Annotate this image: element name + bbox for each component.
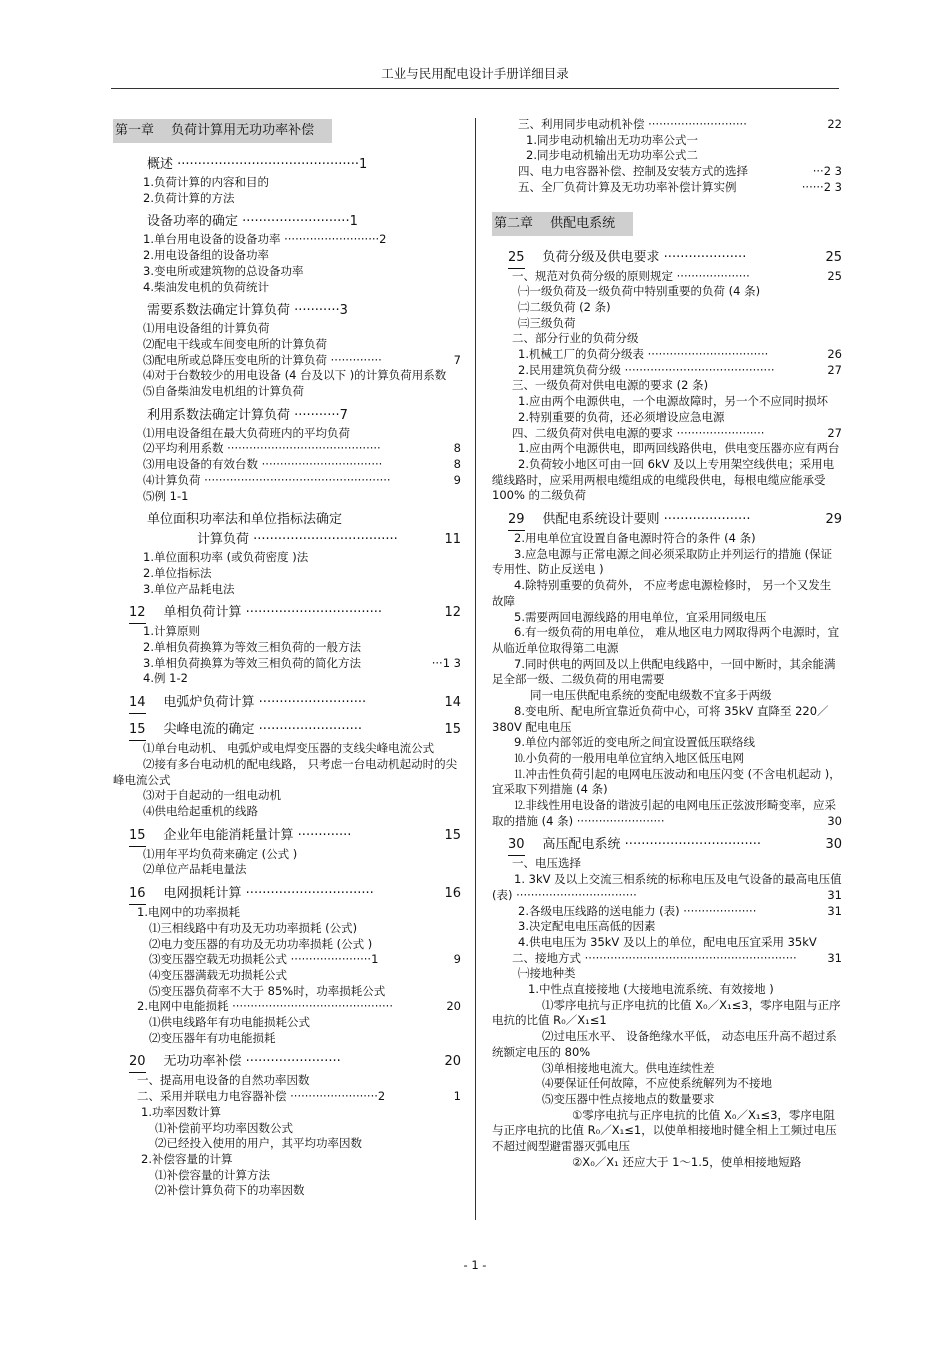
toc-item[interactable] bbox=[113, 1089, 461, 1105]
item-text: ⑴零序电抗与正序电抗的比值 X₀／X₁≤3，零序电阻与正序电抗的比值 R₀／X₁≤1 bbox=[492, 997, 841, 1028]
item-text: ⑴补偿容量的计算方法 bbox=[155, 1167, 270, 1182]
item-text: 1.单台用电设备的设备功率 ··························2 bbox=[143, 232, 387, 247]
item-text: 2.民用建筑负荷分级 ········································· bbox=[518, 362, 775, 377]
toc-item[interactable] bbox=[492, 1155, 842, 1171]
item-text: 1.同步电动机输出无功功率公式一 bbox=[526, 132, 698, 147]
item-text: 2.特别重要的负荷，还必须增设应急电源 bbox=[518, 409, 725, 424]
item-text: 2.补偿容量的计算 bbox=[141, 1151, 233, 1166]
item-text: ②X₀／X₁ 还应大于 1～1.5，使单相接地短路 bbox=[572, 1154, 802, 1169]
page-ref: 20 bbox=[446, 999, 461, 1014]
toc-item[interactable] bbox=[492, 164, 842, 180]
toc-item[interactable] bbox=[492, 531, 842, 547]
toc-item[interactable] bbox=[113, 862, 461, 878]
page-ref: 14 bbox=[444, 695, 461, 711]
toc-item[interactable] bbox=[113, 473, 461, 489]
item-text: ⒑小负荷的一般用电单位宜纳入地区低压电网 bbox=[514, 750, 744, 765]
toc-item[interactable] bbox=[113, 1168, 461, 1184]
toc-item[interactable] bbox=[492, 856, 842, 872]
item-text: 1.机械工厂的负荷分级表 ································· bbox=[518, 347, 769, 362]
item-text: 9.单位内部邻近的变电所之间宜设置低压联络线 bbox=[514, 735, 755, 750]
toc-item[interactable] bbox=[492, 426, 842, 442]
section-title: 企业年电能消耗量计算 ············· bbox=[163, 827, 352, 843]
item-text: 计算负荷 ··································· bbox=[197, 532, 398, 548]
toc-item[interactable] bbox=[113, 847, 461, 863]
page-ref: 31 bbox=[827, 903, 842, 918]
page-ref: 29 bbox=[825, 512, 842, 528]
item-text: ⑸例 1-1 bbox=[143, 488, 189, 503]
item-text: 4.柴油发电机的负荷统计 bbox=[143, 279, 269, 294]
toc-item[interactable] bbox=[113, 984, 461, 1000]
toc-item[interactable] bbox=[113, 1073, 461, 1089]
item-text: 同一电压供配电系统的变配电级数不宜多于两级 bbox=[530, 688, 772, 703]
toc-item[interactable] bbox=[113, 248, 461, 264]
item-text: ⑴用年平均负荷来确定 (公式 ) bbox=[143, 846, 298, 861]
toc-item[interactable] bbox=[492, 1092, 842, 1108]
toc-item[interactable] bbox=[492, 363, 842, 379]
section-number: 15 bbox=[129, 720, 146, 741]
toc-item[interactable] bbox=[492, 300, 842, 316]
item-text: 四、电力电容器补偿、控制及安装方式的选择 bbox=[518, 164, 748, 179]
toc-item[interactable] bbox=[113, 999, 461, 1015]
section-title: 电网损耗计算 ······························· bbox=[163, 886, 374, 902]
page-ref: 31 bbox=[827, 887, 842, 902]
toc-item[interactable] bbox=[113, 321, 461, 337]
toc-item[interactable] bbox=[492, 982, 842, 998]
toc-item[interactable] bbox=[492, 951, 842, 967]
toc-section[interactable] bbox=[113, 693, 461, 714]
toc-item[interactable] bbox=[113, 232, 461, 248]
item-text: ㈢三级负荷 bbox=[518, 315, 576, 330]
toc-item[interactable] bbox=[492, 457, 842, 504]
section-title: 电弧炉负荷计算 ·························· bbox=[163, 695, 367, 711]
toc-section[interactable] bbox=[113, 301, 461, 321]
toc-item[interactable] bbox=[492, 751, 842, 767]
toc-item[interactable] bbox=[113, 937, 461, 953]
item-text: 4.除特别重要的负荷外， 不应考虑电源检修时， 另一个又发生故障 bbox=[492, 578, 832, 608]
toc-item[interactable] bbox=[113, 489, 461, 505]
toc-item[interactable] bbox=[113, 264, 461, 280]
toc-item[interactable] bbox=[113, 1183, 461, 1199]
section-title: 单相负荷计算 ································· bbox=[163, 605, 383, 621]
toc-section[interactable] bbox=[492, 510, 842, 531]
item-text: 2.用电单位宜设置自备电源时符合的条件 (4 条) bbox=[514, 531, 756, 546]
item-text: ⑵单位产品耗电量法 bbox=[143, 862, 247, 877]
toc-item[interactable] bbox=[113, 175, 461, 191]
page-ref: ···2 3 bbox=[812, 164, 842, 179]
toc-item[interactable] bbox=[492, 284, 842, 300]
page-ref: 7 bbox=[453, 352, 461, 367]
toc-item[interactable] bbox=[113, 1105, 461, 1121]
left-column bbox=[113, 117, 461, 1199]
toc-item[interactable] bbox=[113, 1121, 461, 1137]
toc-section[interactable] bbox=[113, 720, 461, 741]
item-text: 4.供电电压为 35kV 及以上的单位，配电电压宜采用 35kV bbox=[518, 934, 817, 949]
page-ref: 15 bbox=[444, 722, 461, 738]
toc-item[interactable] bbox=[492, 547, 842, 578]
toc-item[interactable] bbox=[492, 935, 842, 951]
item-text: 3.单相负荷换算为等效三相负荷的简化方法 bbox=[143, 655, 361, 670]
item-text: ⑵接有多台电动机的配电线路， 只考虑一台电动机起动时的尖峰电流公式 bbox=[113, 756, 458, 787]
toc-item[interactable] bbox=[492, 767, 842, 798]
toc-item[interactable] bbox=[492, 625, 842, 656]
page-number: - 1 - bbox=[463, 1258, 487, 1272]
item-text: 一、提高用电设备的自然功率因数 bbox=[137, 1073, 310, 1088]
item-text: 1.计算原则 bbox=[143, 624, 200, 639]
item-text: ⑸变压器负荷率不大于 85%时，功率损耗公式 bbox=[149, 983, 386, 998]
item-text: 1.单位面积功率 (或负荷密度 )法 bbox=[143, 550, 309, 565]
section-number: 15 bbox=[129, 826, 146, 847]
item-text: 1.负荷计算的内容和目的 bbox=[143, 175, 269, 189]
toc-item[interactable] bbox=[492, 1076, 842, 1092]
page-ref: 25 bbox=[825, 249, 842, 265]
toc-item[interactable] bbox=[113, 804, 461, 820]
item-text: ㈡二级负荷 (2 条) bbox=[518, 299, 611, 314]
item-text: 3.变电所或建筑物的总设备功率 bbox=[143, 263, 304, 278]
page-ref: 30 bbox=[825, 837, 842, 853]
toc-item[interactable] bbox=[492, 704, 842, 735]
item-text: ⑴用电设备组的计算负荷 bbox=[143, 321, 270, 336]
toc-item[interactable] bbox=[492, 610, 842, 626]
toc-item[interactable] bbox=[113, 582, 461, 598]
toc-item[interactable] bbox=[492, 133, 842, 149]
item-text: 2.电网中电能损耗 ············································ bbox=[137, 999, 393, 1014]
item-text: ⑴补偿前平均功率因数公式 bbox=[155, 1120, 293, 1135]
toc-item[interactable] bbox=[492, 117, 842, 133]
toc-item[interactable] bbox=[113, 426, 461, 442]
item-text: ⑵已经投入使用的用户，其平均功率因数 bbox=[155, 1136, 362, 1151]
page-ref: 11 bbox=[444, 532, 461, 548]
page-ref: 20 bbox=[444, 1054, 461, 1070]
toc-section[interactable] bbox=[113, 603, 461, 624]
toc-item[interactable] bbox=[113, 921, 461, 937]
toc-section[interactable] bbox=[492, 835, 842, 856]
item-text: 三、一级负荷对供电电源的要求 (2 条) bbox=[512, 378, 709, 393]
chapter-row bbox=[113, 117, 461, 149]
page-ref: 25 bbox=[827, 268, 842, 283]
page-ref: 22 bbox=[827, 117, 842, 131]
toc-item[interactable] bbox=[113, 441, 461, 457]
toc-section[interactable] bbox=[113, 1052, 461, 1073]
toc-item[interactable] bbox=[492, 798, 842, 829]
toc-item[interactable] bbox=[492, 347, 842, 363]
item-text: ㈠一级负荷及一级负荷中特别重要的负荷 (4 条) bbox=[518, 284, 761, 299]
toc-item[interactable] bbox=[113, 788, 461, 804]
item-text: ⑴供电线路年有功电能损耗公式 bbox=[149, 1015, 310, 1030]
chapter-row bbox=[492, 210, 842, 242]
item-text: 2.单位指标法 bbox=[143, 565, 212, 580]
section-title: 尖峰电流的确定 ························· bbox=[163, 722, 362, 738]
toc-section[interactable] bbox=[113, 884, 461, 905]
page-ref: 16 bbox=[444, 886, 461, 902]
toc-item[interactable] bbox=[492, 735, 842, 751]
item-text: ⑸变压器中性点接地点的数量要求 bbox=[542, 1091, 715, 1106]
toc-item[interactable] bbox=[492, 410, 842, 426]
toc-section[interactable] bbox=[113, 155, 461, 175]
item-text: ⑴用电设备组在最大负荷班内的平均负荷 bbox=[143, 425, 350, 440]
toc-item[interactable] bbox=[113, 353, 461, 369]
item-text: 一、规范对负荷分级的原则规定 ···················· bbox=[512, 268, 750, 283]
item-text: ⑵平均利用系数 ·········································· bbox=[143, 441, 381, 456]
toc-item[interactable] bbox=[492, 919, 842, 935]
item-text: 6.有一级负荷的用电单位， 难从地区电力网取得两个电源时，宜从临近单位取得第二电源 bbox=[492, 625, 840, 655]
toc-item[interactable] bbox=[113, 968, 461, 984]
page-ref: 9 bbox=[453, 952, 461, 967]
section-title: 供配电系统设计要则 ····················· bbox=[542, 512, 751, 528]
section-number: 14 bbox=[129, 693, 146, 714]
section-title: 利用系数法确定计算负荷 ···········7 bbox=[147, 407, 348, 423]
item-text: 一、电压选择 bbox=[512, 856, 581, 871]
toc-section[interactable] bbox=[113, 826, 461, 847]
page-ref: 15 bbox=[444, 827, 461, 843]
toc-item[interactable] bbox=[492, 872, 842, 903]
toc-item[interactable] bbox=[492, 998, 842, 1029]
right-column bbox=[492, 117, 842, 1170]
item-text: 2.同步电动机输出无功功率公式二 bbox=[526, 148, 698, 163]
toc-item[interactable] bbox=[113, 457, 461, 473]
page-title: 工业与民用配电设计手册详细目录 bbox=[381, 66, 569, 81]
toc-section[interactable] bbox=[492, 248, 842, 269]
toc-item[interactable] bbox=[492, 378, 842, 394]
toc-item[interactable] bbox=[492, 966, 842, 982]
section-number: 20 bbox=[129, 1052, 146, 1073]
item-text: 1.应由两个电源供电，一个电源故障时，另一个不应同时损坏 bbox=[518, 394, 828, 409]
toc-item[interactable] bbox=[113, 191, 461, 207]
toc-item[interactable] bbox=[492, 148, 842, 164]
item-text: 五、全厂负荷计算及无功功率补偿计算实例 bbox=[518, 179, 737, 194]
section-title: 设备功率的确定 ··························1 bbox=[147, 214, 358, 230]
item-text: 4.例 1-2 bbox=[143, 671, 188, 686]
item-text: 2.各级电压线路的送电能力 (表) ···················· bbox=[518, 903, 757, 918]
item-text: ⑶用电设备的有效台数 ································· bbox=[143, 457, 383, 472]
page-ref: 9 bbox=[453, 472, 461, 487]
section-subtitle[interactable] bbox=[113, 530, 461, 550]
toc-item[interactable] bbox=[492, 578, 842, 609]
page-ref: 1 bbox=[453, 1089, 461, 1104]
header-rule bbox=[111, 88, 839, 89]
section-title: 单位面积功率法和单位指标法确定 bbox=[147, 512, 343, 528]
item-text: 3.决定配电电压高低的因素 bbox=[518, 919, 656, 934]
item-text: ⑵变压器年有功电能损耗 bbox=[149, 1030, 276, 1045]
section-title: 概述 ············································1 bbox=[147, 157, 368, 172]
toc-item[interactable] bbox=[492, 394, 842, 410]
toc-item[interactable] bbox=[492, 1061, 842, 1077]
item-text: ⑷计算负荷 ··················································· bbox=[143, 472, 391, 487]
item-text: 1.应由两个电源供电，即两回线路供电，供电变压器亦应有两台 bbox=[518, 441, 840, 456]
section-number: 29 bbox=[508, 510, 525, 531]
toc-item[interactable] bbox=[113, 337, 461, 353]
chapter-heading[interactable]: 第二章 供配电系统 bbox=[492, 212, 633, 236]
page-ref: 27 bbox=[827, 362, 842, 377]
item-text: ⑴单台电动机、 电弧炉或电焊变压器的支线尖峰电流公式 bbox=[143, 741, 435, 756]
section-title: 需要系数法确定计算负荷 ···········3 bbox=[147, 303, 348, 319]
toc-item[interactable] bbox=[113, 1152, 461, 1168]
item-text: 1.中性点直接接地 (大接地电流系统、有效接地 ) bbox=[528, 982, 774, 997]
toc-section[interactable] bbox=[113, 510, 461, 530]
item-text: 2.用电设备组的设备功率 bbox=[143, 248, 269, 263]
toc-section[interactable] bbox=[113, 406, 461, 426]
toc-item[interactable] bbox=[492, 316, 842, 332]
page-ref: 30 bbox=[827, 813, 842, 828]
item-text: 2.负荷计算的方法 bbox=[143, 190, 235, 205]
item-text: 四、二级负荷对供电电源的要求 ························ bbox=[512, 425, 765, 440]
item-text: 8.变电所、配电所宜靠近负荷中心，可将 35kV 直降至 220／380V 配电电压 bbox=[492, 703, 829, 734]
item-text: ⑷供电给起重机的线路 bbox=[143, 803, 258, 818]
item-text: ①零序电抗与正序电抗的比值 X₀／X₁≤3，零序电阻与正序电抗的比值 R₀／X₁≤1，以使单相接地时健全相上工频过电压不超过阀型避雷器灭弧电压 bbox=[492, 1107, 837, 1154]
item-text: 1.电网中的功率损耗 bbox=[137, 905, 240, 920]
toc-item[interactable] bbox=[492, 331, 842, 347]
item-text: 三、利用同步电动机补偿 ··························· bbox=[518, 117, 747, 131]
toc-item[interactable] bbox=[113, 757, 461, 788]
item-text: ⑷变压器满载无功损耗公式 bbox=[149, 967, 287, 982]
page-ref: 31 bbox=[827, 950, 842, 965]
page-ref: 26 bbox=[827, 347, 842, 362]
section-number: 16 bbox=[129, 884, 146, 905]
item-text: 1.功率因数计算 bbox=[141, 1104, 221, 1119]
toc-item[interactable] bbox=[113, 1136, 461, 1152]
item-text: 3.应急电源与正常电源之间必须采取防止并列运行的措施 (保证专用性、防止反送电 ) bbox=[492, 546, 833, 577]
toc-item[interactable] bbox=[113, 952, 461, 968]
section-title: 高压配电系统 ································· bbox=[542, 837, 762, 853]
toc-item[interactable] bbox=[113, 550, 461, 566]
section-title: 无功功率补偿 ······················· bbox=[163, 1054, 341, 1070]
item-text: ⑶单相接地电流大。供电连续性差 bbox=[542, 1060, 715, 1075]
section-number: 25 bbox=[508, 248, 525, 269]
toc-item[interactable] bbox=[113, 1015, 461, 1031]
toc-item[interactable] bbox=[113, 1031, 461, 1047]
toc-item[interactable] bbox=[113, 280, 461, 296]
toc-item[interactable] bbox=[113, 368, 461, 384]
section-title: 负荷分级及供电要求 ···················· bbox=[542, 249, 747, 265]
item-text: 二、部分行业的负荷分级 bbox=[512, 331, 639, 346]
toc-section[interactable] bbox=[113, 212, 461, 232]
page-ref: ······2 3 bbox=[801, 179, 842, 194]
toc-item[interactable] bbox=[113, 905, 461, 921]
item-text: ⑴三相线路中有功及无功功率损耗 (公式) bbox=[149, 920, 358, 935]
item-text: ⑵配电干线或车间变电所的计算负荷 bbox=[143, 336, 327, 351]
page-ref: ···1 3 bbox=[431, 655, 461, 670]
toc-item[interactable] bbox=[492, 657, 842, 688]
item-text: 二、接地方式 ·························································· bbox=[512, 950, 797, 965]
toc-item[interactable] bbox=[113, 566, 461, 582]
item-text: 1. 3kV 及以上交流三相系统的标称电压及电气设备的最高电压值 (表) ································· bbox=[492, 872, 842, 902]
item-text: 3.单位产品耗电法 bbox=[143, 581, 235, 596]
item-text: 2.单相负荷换算为等效三相负荷的一般方法 bbox=[143, 640, 361, 655]
chapter-heading[interactable]: 第一章 负荷计算用无功功率补偿 bbox=[113, 119, 332, 143]
item-text: ⑵电力变压器的有功及无功功率损耗 (公式 ) bbox=[149, 936, 373, 951]
item-text: ⑷对于台数较少的用电设备 (4 台及以下 )的计算负荷用系数 bbox=[143, 368, 447, 383]
toc-item[interactable] bbox=[492, 269, 842, 285]
item-text: 二、采用并联电力电容器补偿 ························2 bbox=[137, 1089, 386, 1104]
toc-item[interactable] bbox=[492, 441, 842, 457]
item-text: ㈠接地种类 bbox=[518, 966, 576, 981]
toc-item[interactable] bbox=[492, 1029, 842, 1060]
section-number: 12 bbox=[129, 603, 146, 624]
page-ref: 27 bbox=[827, 425, 842, 440]
item-text: ⑵过电压水平、 设备绝缘水平低， 动态电压升高不超过系统额定电压的 80% bbox=[492, 1029, 837, 1059]
toc-item[interactable] bbox=[113, 656, 461, 672]
item-text: 7.同时供电的两回及以上供配电线路中，一回中断时，其余能满足全部一级、二级负荷的用电需要 bbox=[492, 656, 836, 687]
page-ref: 8 bbox=[453, 457, 461, 472]
page-ref: 8 bbox=[453, 441, 461, 456]
item-text: ⑶对于自起动的一组电动机 bbox=[143, 788, 281, 803]
toc-item[interactable] bbox=[492, 904, 842, 920]
spacer bbox=[492, 196, 842, 210]
toc-item[interactable] bbox=[113, 384, 461, 400]
item-text: ⒒冲击性负荷引起的电网电压波动和电压闪变 (不含电机起动 )，宜采取下列措施 (4 条) bbox=[492, 766, 841, 797]
item-text: ⑶变压器空载无功损耗公式 ······················1 bbox=[149, 952, 379, 967]
item-text: ⑷要保证任何故障，不应使系统解列为不接地 bbox=[542, 1076, 772, 1091]
item-text: 5.需要两回电源线路的用电单位，宜采用同级电压 bbox=[514, 609, 767, 624]
column-divider bbox=[475, 118, 476, 1220]
toc-item[interactable] bbox=[492, 688, 842, 704]
section-number: 30 bbox=[508, 835, 525, 856]
toc-item[interactable] bbox=[113, 671, 461, 687]
page-ref: 12 bbox=[444, 605, 461, 621]
item-text: ⑵补偿计算负荷下的功率因数 bbox=[155, 1183, 305, 1198]
toc-item[interactable] bbox=[113, 741, 461, 757]
item-text: ⑶配电所或总降压变电所的计算负荷 ·············· bbox=[143, 352, 382, 367]
item-text: ⒓非线性用电设备的谐波引起的电网电压正弦波形畸变率，应采取的措施 (4 条) ························ bbox=[492, 798, 836, 828]
item-text: ⑸自备柴油发电机组的计算负荷 bbox=[143, 384, 304, 399]
toc-item[interactable] bbox=[113, 640, 461, 656]
toc-item[interactable] bbox=[113, 624, 461, 640]
toc-item[interactable] bbox=[492, 1108, 842, 1155]
toc-item[interactable] bbox=[492, 180, 842, 196]
item-text: 2.负荷较小地区可由一回 6kV 及以上专用架空线供电；采用电缆线路时，应采用两根电缆组成的电缆段供电，每根电缆应能承受 100% 的二级负荷 bbox=[492, 456, 835, 503]
